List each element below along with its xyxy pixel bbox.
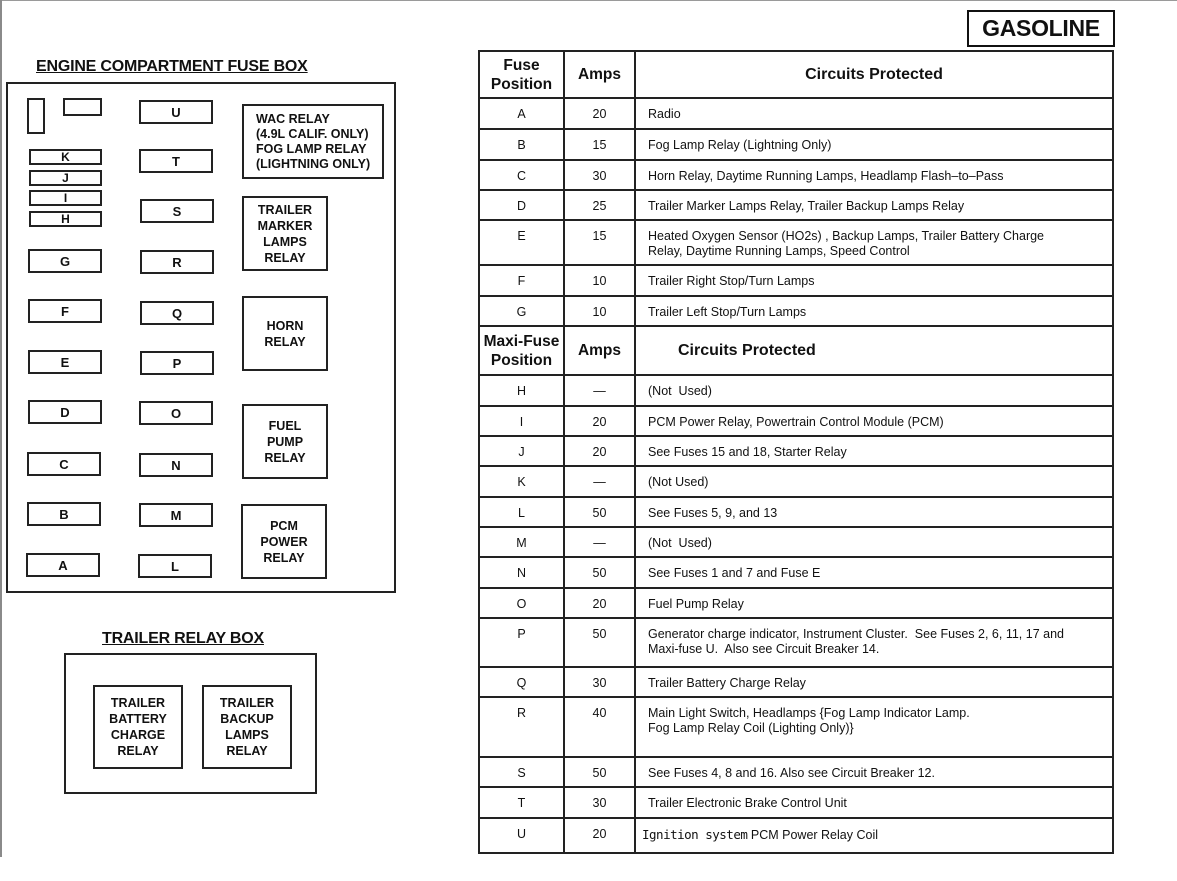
fuse-position-cell: G: [479, 296, 564, 326]
trailer-relay-box-title: TRAILER RELAY BOX: [102, 630, 264, 647]
relay-trailer-marker-line-4: RELAY: [264, 250, 306, 265]
fuse-table-header: [479, 51, 1113, 98]
header-amps: Amps: [564, 326, 635, 375]
circuits-protected-cell: [635, 497, 1113, 527]
fuse-position-cell: I: [479, 406, 564, 436]
header-position-line-2: Position: [490, 351, 553, 369]
amps-cell: 25: [564, 190, 635, 220]
circuits-protected-cell: [635, 787, 1113, 818]
fuse-table: [478, 50, 1114, 854]
circuits-protected-cell: [635, 818, 1113, 853]
fuse-slot-i: I: [29, 190, 102, 206]
relay-trailer-marker-line-3: LAMPS: [263, 234, 307, 249]
maxi-fuse-table-header: [479, 326, 1113, 375]
header-circuits-protected: Circuits Protected: [635, 51, 1113, 98]
circuit-desc-line: Trailer Battery Charge Relay: [648, 676, 806, 690]
fuse-slot-k: K: [29, 149, 102, 165]
amps-cell: 20: [564, 98, 635, 129]
circuits-protected-cell: [635, 618, 1113, 667]
amps-cell: 30: [564, 667, 635, 697]
relay-wac-fog-lamp: [242, 104, 384, 179]
fuse-position-cell: S: [479, 757, 564, 787]
fuse-position-cell: H: [479, 375, 564, 406]
relay-horn-line-2: RELAY: [264, 334, 306, 349]
engine-fuse-box-title: ENGINE COMPARTMENT FUSE BOX: [36, 58, 308, 75]
fuse-slot-u: U: [139, 100, 213, 124]
circuits-protected-cell: [635, 557, 1113, 588]
circuit-desc-line: See Fuses 4, 8 and 16. Also see Circuit Breaker 12.: [648, 766, 935, 780]
circuit-desc-line: (Not Used): [648, 475, 709, 489]
circuit-desc-line: Radio: [648, 107, 681, 121]
amps-cell: 30: [564, 787, 635, 818]
table-row: [479, 436, 1113, 466]
relay-fuel-pump-line-3: RELAY: [264, 450, 306, 465]
circuits-protected-cell: [635, 757, 1113, 787]
table-row: [479, 375, 1113, 406]
relay-trailer-marker-line-2: MARKER: [257, 218, 313, 233]
circuit-desc-line: Trailer Electronic Brake Control Unit: [648, 796, 847, 810]
table-row: [479, 497, 1113, 527]
gasoline-badge: GASOLINE: [967, 10, 1115, 47]
relay-wac-line-2: (4.9L CALIF. ONLY): [256, 126, 369, 141]
circuits-protected-cell: [635, 667, 1113, 697]
relay-trailer-backup-lamps: [202, 685, 292, 769]
fuse-slot-f: F: [28, 299, 102, 323]
fuse-slot-o: O: [139, 401, 213, 425]
relay-wac-line-1: WAC RELAY: [256, 111, 330, 126]
fuse-position-cell: T: [479, 787, 564, 818]
circuit-desc-line: Trailer Left Stop/Turn Lamps: [648, 305, 807, 319]
fuse-position-cell: M: [479, 527, 564, 557]
circuit-desc-line: Ignition system: [642, 827, 748, 842]
relay-trailer-battery-charge: [93, 685, 183, 769]
circuits-protected-cell: [635, 296, 1113, 326]
circuit-desc-line: Trailer Marker Lamps Relay, Trailer Backup Lamps Relay: [648, 199, 965, 213]
fuse-slot-t: T: [139, 149, 213, 173]
circuit-desc-line: See Fuses 1 and 7 and Fuse E: [648, 566, 821, 580]
fuse-position-cell: N: [479, 557, 564, 588]
amps-cell: 20: [564, 436, 635, 466]
table-row: [479, 697, 1113, 757]
amps-cell: 15: [564, 129, 635, 160]
relay-backup-lamps-line-1: TRAILER: [219, 696, 275, 710]
header-position: [479, 326, 564, 375]
fuse-slot-g: G: [28, 249, 102, 273]
fuse-position-cell: C: [479, 160, 564, 190]
circuits-protected-cell: [635, 265, 1113, 296]
fuse-position-cell: F: [479, 265, 564, 296]
circuit-desc-line: See Fuses 15 and 18, Starter Relay: [648, 445, 847, 459]
fuse-slot-q: Q: [140, 301, 214, 325]
fuse-slot-s: S: [140, 199, 214, 223]
circuit-desc-line: Fog Lamp Relay Coil (Lighting Only)}: [648, 721, 854, 735]
fuse-slot-d: D: [28, 400, 102, 424]
fuse-slot-l: L: [138, 554, 212, 578]
fuse-slot-a: A: [26, 553, 100, 577]
relay-backup-lamps-line-4: RELAY: [226, 744, 268, 758]
fuse-slot-m: M: [139, 503, 213, 527]
relay-backup-lamps-line-2: BACKUP: [220, 712, 274, 726]
fuse-slot-p: P: [140, 351, 214, 375]
circuits-protected-cell: [635, 98, 1113, 129]
relay-trailer-marker-lamps: [242, 196, 328, 271]
circuit-desc-line: Fog Lamp Relay (Lightning Only): [648, 138, 832, 152]
circuit-desc-line: PCM Power Relay, Powertrain Control Module (PCM): [648, 415, 944, 429]
relay-battery-charge-line-1: TRAILER: [110, 696, 166, 710]
relay-pcm-power-line-1: PCM: [270, 518, 298, 533]
relay-horn-line-1: HORN: [266, 318, 304, 333]
circuits-protected-cell: [635, 466, 1113, 497]
amps-cell: 50: [564, 618, 635, 667]
table-row: [479, 818, 1113, 853]
circuit-desc-line: Maxi-fuse U. Also see Circuit Breaker 14.: [648, 642, 880, 656]
fuse-position-cell: L: [479, 497, 564, 527]
circuits-protected-cell: [635, 375, 1113, 406]
fuse-position-cell: R: [479, 697, 564, 757]
amps-cell: 20: [564, 406, 635, 436]
fuse-position-cell: Q: [479, 667, 564, 697]
fuse-position-cell: U: [479, 818, 564, 853]
trailer-relay-box: [64, 653, 317, 794]
circuit-desc-line: (Not Used): [648, 384, 712, 398]
table-row: [479, 787, 1113, 818]
fuse-position-cell: E: [479, 220, 564, 265]
fuse-slot-c: C: [27, 452, 101, 476]
circuit-desc-line: (Not Used): [648, 536, 712, 550]
table-row: [479, 757, 1113, 787]
relay-fuel-pump-line-1: FUEL: [268, 418, 302, 433]
circuit-desc-line: Generator charge indicator, Instrument Cluster. See Fuses 2, 6, 11, 17 and: [648, 627, 1064, 641]
frame-left-edge: [0, 0, 2, 857]
header-position: [479, 51, 564, 98]
header-position-line-2: Position: [490, 75, 553, 93]
table-row: [479, 406, 1113, 436]
fuse-slot-e: E: [28, 350, 102, 374]
fuse-position-cell: J: [479, 436, 564, 466]
relay-wac-line-4: (LIGHTNING ONLY): [256, 156, 371, 171]
circuits-protected-cell: [635, 190, 1113, 220]
amps-cell: 50: [564, 497, 635, 527]
header-circuits-protected: Circuits Protected: [635, 326, 1113, 375]
relay-horn: [242, 296, 328, 371]
relay-backup-lamps-line-3: LAMPS: [225, 728, 269, 742]
fuse-slot-n: N: [139, 453, 213, 477]
fuse-slot-r: R: [140, 250, 214, 274]
relay-pcm-power-line-2: POWER: [260, 534, 308, 549]
table-row: [479, 667, 1113, 697]
header-amps: Amps: [564, 51, 635, 98]
relay-fuel-pump: [242, 404, 328, 479]
circuit-desc-line: Horn Relay, Daytime Running Lamps, Headlamp Flash–to–Pass: [648, 169, 1004, 183]
circuit-desc-line: See Fuses 5, 9, and 13: [648, 506, 778, 520]
fuse-position-cell: D: [479, 190, 564, 220]
fuse-slot-h: H: [29, 211, 102, 227]
table-row: [479, 618, 1113, 667]
amps-cell: 15: [564, 220, 635, 265]
unlabeled-slot-vertical: [27, 98, 45, 134]
unlabeled-slot-horizontal: [63, 98, 102, 116]
amps-cell: —: [564, 466, 635, 497]
circuit-desc-line: Main Light Switch, Headlamps {Fog Lamp Indicator Lamp.: [648, 706, 970, 720]
table-row: [479, 98, 1113, 129]
circuits-protected-cell: [635, 160, 1113, 190]
amps-cell: 40: [564, 697, 635, 757]
relay-wac-line-3: FOG LAMP RELAY: [256, 141, 367, 156]
fuse-slot-b: B: [27, 502, 101, 526]
circuits-protected-cell: [635, 220, 1113, 265]
table-row: [479, 160, 1113, 190]
amps-cell: 30: [564, 160, 635, 190]
table-row: [479, 527, 1113, 557]
circuits-protected-cell: [635, 436, 1113, 466]
engine-fuse-box: [6, 82, 396, 593]
circuit-desc-line: Fuel Pump Relay: [648, 597, 744, 611]
relay-pcm-power-line-3: RELAY: [263, 550, 305, 565]
circuits-protected-cell: [635, 588, 1113, 618]
table-row: [479, 190, 1113, 220]
fuse-position-cell: A: [479, 98, 564, 129]
table-row: [479, 220, 1113, 265]
fuse-position-cell: K: [479, 466, 564, 497]
relay-battery-charge-line-4: RELAY: [117, 744, 159, 758]
frame-top-edge: [0, 0, 1177, 1]
header-position-line-1: Maxi-Fuse: [483, 332, 560, 350]
table-row: [479, 588, 1113, 618]
amps-cell: 50: [564, 757, 635, 787]
amps-cell: —: [564, 375, 635, 406]
relay-trailer-marker-line-1: TRAILER: [257, 202, 313, 217]
table-row: [479, 296, 1113, 326]
circuits-protected-cell: [635, 527, 1113, 557]
circuits-protected-cell: [635, 406, 1113, 436]
table-row: [479, 557, 1113, 588]
fuse-slot-j: J: [29, 170, 102, 186]
circuit-desc-line: Heated Oxygen Sensor (HO2s) , Backup Lamps, Trailer Battery Charge: [648, 229, 1045, 243]
circuits-protected-cell: [635, 129, 1113, 160]
circuit-desc-line: Trailer Right Stop/Turn Lamps: [648, 274, 815, 288]
amps-cell: 10: [564, 265, 635, 296]
amps-cell: 20: [564, 588, 635, 618]
relay-battery-charge-line-2: BATTERY: [109, 712, 167, 726]
fuse-position-cell: B: [479, 129, 564, 160]
fuse-position-cell: P: [479, 618, 564, 667]
amps-cell: 50: [564, 557, 635, 588]
amps-cell: 10: [564, 296, 635, 326]
circuit-desc-line: PCM Power Relay Coil: [750, 828, 878, 842]
table-row: [479, 466, 1113, 497]
relay-battery-charge-line-3: CHARGE: [110, 728, 166, 742]
amps-cell: 20: [564, 818, 635, 853]
table-row: [479, 265, 1113, 296]
relay-fuel-pump-line-2: PUMP: [266, 434, 304, 449]
circuit-desc-line: Relay, Daytime Running Lamps, Speed Control: [648, 244, 910, 258]
fuse-position-cell: O: [479, 588, 564, 618]
header-position-line-1: Fuse: [503, 56, 540, 74]
amps-cell: —: [564, 527, 635, 557]
circuits-protected-cell: [635, 697, 1113, 757]
table-row: [479, 129, 1113, 160]
relay-pcm-power: [241, 504, 327, 579]
